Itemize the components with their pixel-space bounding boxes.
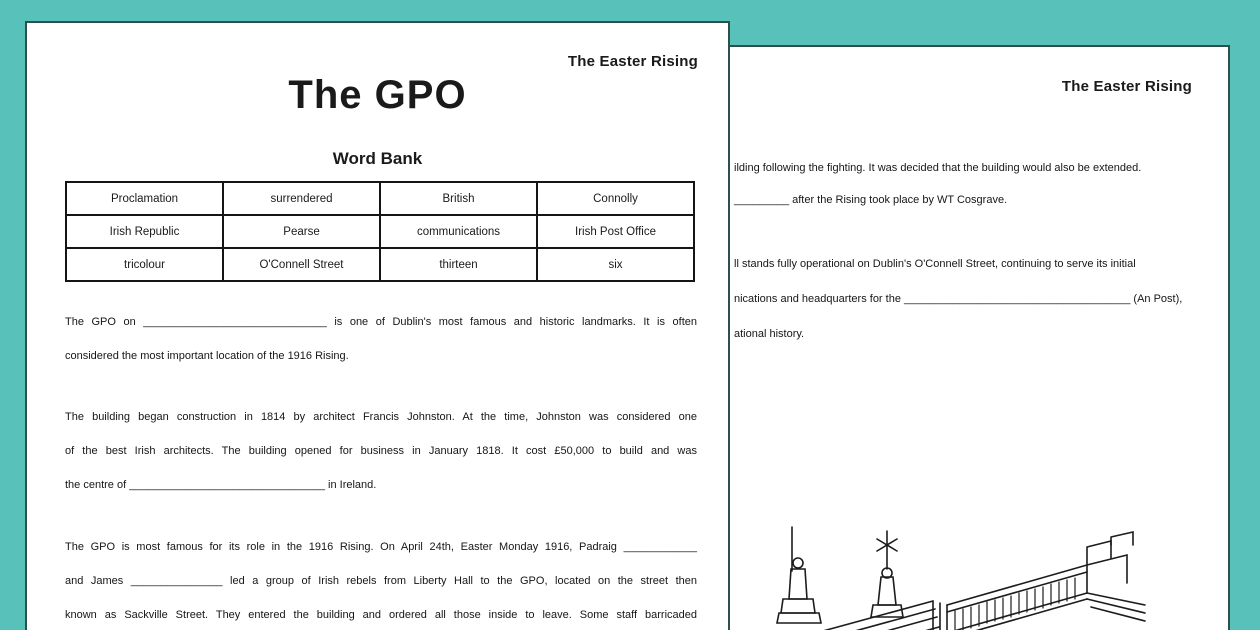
page1-header-easter-rising: The Easter Rising [567,53,698,70]
paragraph-line: of the best Irish architects. The building opened for business in January 1818. It cost £50,000 to build and was [65,445,697,457]
word-bank-cell: surrendered [223,182,380,215]
worksheet-page-1 [25,21,730,630]
word-bank-cell: Connolly [537,182,694,215]
page2-header-easter-rising: The Easter Rising [1061,78,1192,95]
word-bank-cell: Proclamation [66,182,223,215]
paragraph-line: The building began construction in 1814 by architect Francis Johnston. At the time, Johnston was considered one [65,411,697,423]
word-bank-cell: O'Connell Street [223,248,380,281]
word-bank-cell: tricolour [66,248,223,281]
word-bank-cell: Irish Post Office [537,215,694,248]
word-bank-table [65,181,695,282]
gpo-building-illustration [735,481,1147,630]
page2-text-fragment-blank: nications and headquarters for the _____________________________________ (An Post), [734,293,1183,305]
paragraph-3 [65,530,697,630]
paragraph-line-with-blank: The GPO on ______________________________ is one of Dublin's most famous and historic landmarks. It is often [65,316,697,328]
page-title: The GPO [288,73,467,117]
word-bank-row [66,215,694,248]
word-bank-cell: communications [380,215,537,248]
page2-text-fragment-blank: _________ after the Rising took place by WT Cosgrave. [734,194,1008,206]
word-bank-cell: thirteen [380,248,537,281]
page2-text-fragment: ilding following the fighting. It was decided that the building would also be extended. [734,162,1142,174]
word-bank-cell: six [537,248,694,281]
paragraph-line: considered the most important location of the 1916 Rising. [65,350,349,362]
word-bank-row [66,248,694,281]
word-bank-cell: Pearse [223,215,380,248]
page2-text-fragment: ll stands fully operational on Dublin's O'Connell Street, continuing to serve its initial [734,258,1136,270]
word-bank-title: Word Bank [332,149,423,168]
page2-text-fragment: ational history. [734,328,805,340]
paragraph-2 [65,400,697,502]
paragraph-line-with-blank: the centre of ________________________________ in Ireland. [65,479,377,491]
paragraph-line: known as Sackville Street. They entered the building and ordered all those inside to leave. Some staff barricaded [65,609,697,621]
paragraph-line-with-blank: and James _______________ led a group of Irish rebels from Liberty Hall to the GPO, located on the street then [65,575,697,587]
word-bank-cell: Irish Republic [66,215,223,248]
paragraph-1 [65,305,697,373]
word-bank-cell: British [380,182,537,215]
word-bank-row [66,182,694,215]
paragraph-line-with-blank: The GPO is most famous for its role in the 1916 Rising. On April 24th, Easter Monday 1916, Padraig ____________ [65,541,697,553]
